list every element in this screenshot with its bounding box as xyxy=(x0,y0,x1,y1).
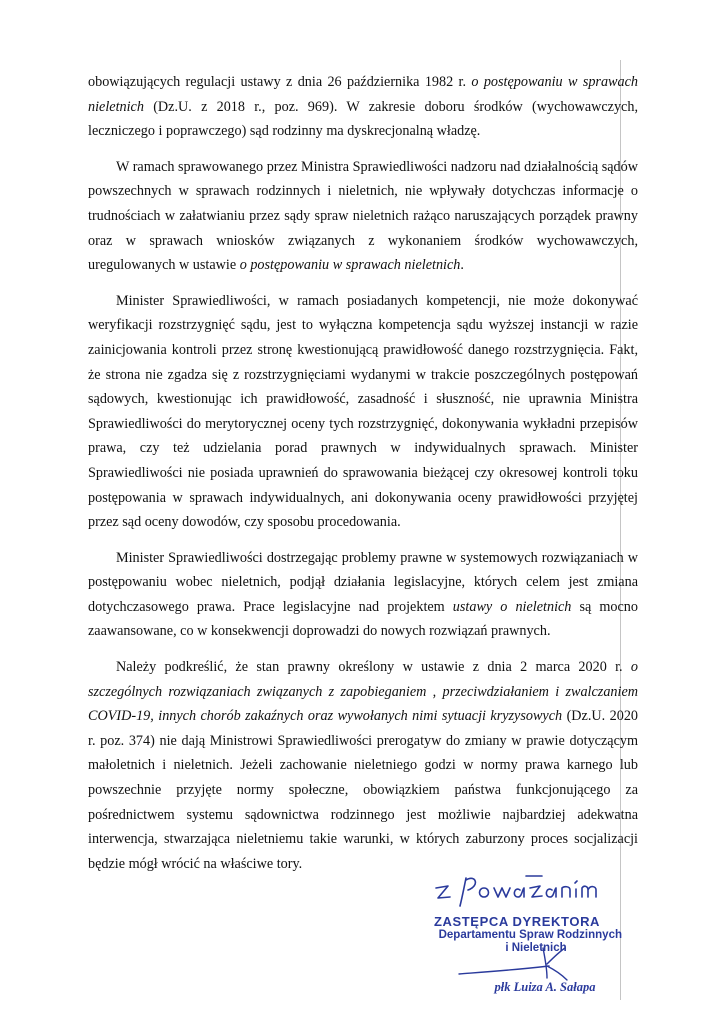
paragraph-1-act-title: o postępowaniu w sprawach nieletnich xyxy=(88,74,638,115)
stamp-department-line2: i Nieletnich xyxy=(505,942,567,954)
paragraph-5-act-title: o szczególnych rozwiązaniach związanych z zapobieganiem , przeciwdziałaniem i zwalczaniem COVID-19, innych chorób zakaźnych oraz wywołanych nimi sytuacji kryzysowych xyxy=(88,659,638,725)
letter-body xyxy=(88,70,638,876)
paragraph-1 xyxy=(88,70,638,144)
paragraph-1-text-a: obowiązujących regulacji ustawy z dnia 26 października 1982 r. xyxy=(88,74,472,90)
paragraph-2 xyxy=(88,155,638,278)
paragraph-2-text-b: . xyxy=(460,257,464,274)
paragraph-1-text-b: (Dz.U. z 2018 r., poz. 969). W zakresie doboru środków (wychowawczych, leczniczego i poprawczego) sąd rodzinny ma dyskrecjonalną władzę. xyxy=(88,98,638,140)
paragraph-4-text-a: Minister Sprawiedliwości dostrzegając problemy prawne w systemowych rozwiązaniach w postępowaniu wobec nieletnich, podjął działania legislacyjne, których celem jest zmiana dotychczasowego prawa. Prace legislacyjne nad projektem xyxy=(88,549,638,615)
paragraph-3 xyxy=(88,289,638,535)
paragraph-4-act-title: ustawy o nieletnich xyxy=(452,598,572,615)
paragraph-5-text-b: (Dz.U. 2020 r. poz. 374) nie dają Ministrowi Sprawiedliwości prerogatyw do zmiany w prawie dotyczącym małoletnich i nieletnich. Jeżeli zachowanie nieletniego godzi w normy prawa karnego lub powszechnie przyjęte normy społeczne, obowiązkiem państwa funkcjonującego za pośrednictwem systemu sądownictwa rodzinnego jest możliwie najbardziej adekwatna interwencja, stwarzająca nieletniemu takie warunki, w których zaburzony proces socjalizacji będzie mógł wrócić na właściwe tory. xyxy=(88,708,639,872)
paragraph-2-text-a: W ramach sprawowanego przez Ministra Sprawiedliwości nadzoru nad działalnością sądów powszechnych w sprawach rodzinnych i nieletnich, nie wpływały dotychczas informacje o trudnościach w załatwianiu przez sądy spraw nieletnich rażąco naruszających porządek prawny oraz w sprawach wniosków związanych z wykonaniem środków wychowawczych, uregulowanych w ustawie xyxy=(88,158,638,274)
handwritten-closing xyxy=(430,866,600,908)
paragraph-3-text: Minister Sprawiedliwości, w ramach posiadanych kompetencji, nie może dokonywać weryfikacji rozstrzygnięć sądu, jest to wyłączna kompetencja sądu wyższej instancji w razie zainicjowania kontroli przez stronę kwestionującą prawidłowość danego rozstrzygnięcia. Fakt, że strona nie zgadza się z rozstrzygnięciami wydanymi w trakcie poszczególnych postępowań sądowych, kwestionując ich prawidłowość, zasadność i słuszność, nie uprawnia Ministra Sprawiedliwości do merytorycznej oceny tych rozstrzygnięć, dokonywania wykładni przepisów prawa, czy też udzielania porad prawnych w indywidualnych sprawach. Minister Sprawiedliwości nie posiada uprawnień do sprawowania bieżącej czy okresowej kontroli toku postępowania w sprawach indywidualnych, ani dokonywania oceny prawidłowości przyjętej przez sąd oceny dowodów, czy sposobu procedowania. xyxy=(88,292,638,531)
stamp-title: ZASTĘPCA DYREKTORA xyxy=(433,914,601,929)
paragraph-5 xyxy=(88,655,638,876)
paragraph-5-text-a: Należy podkreślić, że stan prawny określony w ustawie z dnia 2 marca 2020 r. xyxy=(116,659,631,676)
paragraph-2-act-title: o postępowaniu w sprawach nieletnich xyxy=(239,257,461,274)
stamp-department-line1: Departamentu Spraw Rodzinnych xyxy=(438,929,622,941)
signer-name: płk Luiza A. Sałapa xyxy=(494,980,596,994)
signature-block xyxy=(400,866,630,1006)
signature-scribble xyxy=(455,944,585,984)
paragraph-4-text-b: są mocno zaawansowane, co w konsekwencji doprowadzi do nowych rozwiązań prawnych. xyxy=(88,598,638,640)
paragraph-4 xyxy=(88,546,638,644)
